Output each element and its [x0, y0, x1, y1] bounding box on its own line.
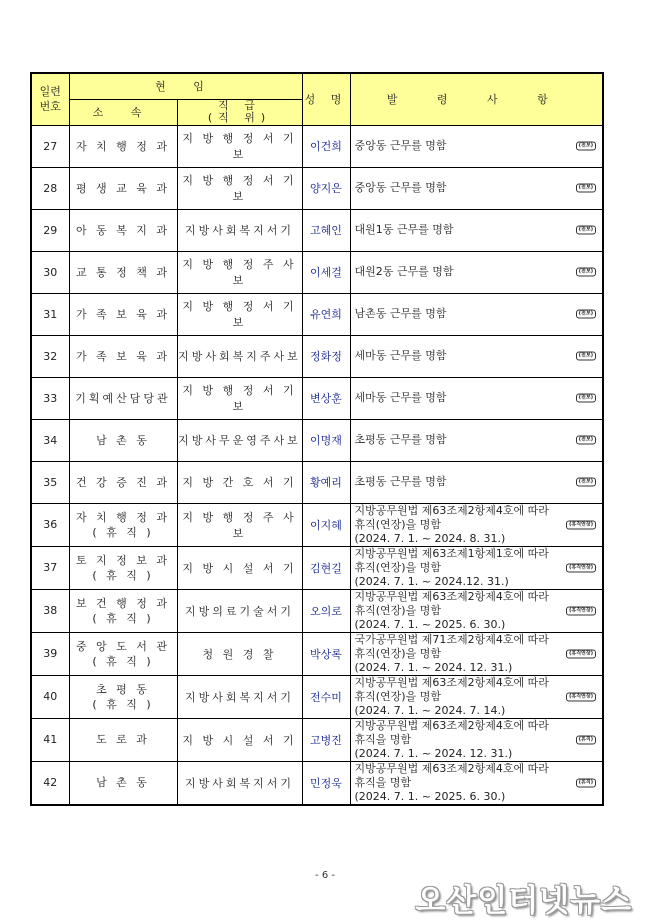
row-action-text: 초평동 근무를 명함: [354, 433, 447, 446]
row-grade: 지방사회복지서기: [177, 209, 302, 251]
row-type-badge: (전보): [576, 310, 596, 319]
row-number: 36: [31, 503, 69, 546]
row-grade: 지 방 시 설 서 기: [177, 718, 302, 761]
row-action: [350, 293, 603, 335]
table-row: [31, 167, 603, 209]
row-department: 남 촌 동: [69, 419, 177, 461]
row-grade: 지 방 행 정 서 기 보: [177, 377, 302, 419]
row-name: 김현길: [302, 546, 350, 589]
row-name: 정화정: [302, 335, 350, 377]
row-number: 28: [31, 167, 69, 209]
row-name: 황예리: [302, 461, 350, 503]
row-number: 37: [31, 546, 69, 589]
row-action-text: 지방공무원법 제63조제2항제4호에 따라 휴직(연장)을 명함 (2024. 7. 1. ~ 2024. 8. 31.): [354, 503, 549, 545]
row-type-badge: (전보): [576, 352, 596, 361]
header-dept: 소 속: [69, 99, 177, 125]
row-number: 31: [31, 293, 69, 335]
row-action: [350, 761, 603, 805]
table-row: [31, 589, 603, 632]
row-department: 가 족 보 육 과: [69, 335, 177, 377]
row-name: 오의로: [302, 589, 350, 632]
row-grade: 지 방 시 설 서 기: [177, 546, 302, 589]
row-number: 40: [31, 675, 69, 718]
row-type-badge: (전보): [576, 436, 596, 445]
row-action-text: 세마동 근무를 명함: [354, 349, 447, 362]
row-type-badge: (휴직): [576, 778, 596, 787]
row-department: 도 로 과: [69, 718, 177, 761]
row-action-text: 국가공무원법 제71조제2항제4호에 따라 휴직(연장)을 명함 (2024. 7. 1. ~ 2024. 12. 31.): [354, 632, 549, 674]
row-action-text: 중앙동 근무를 명함: [354, 139, 447, 152]
row-number: 34: [31, 419, 69, 461]
row-name: 이세걸: [302, 251, 350, 293]
row-type-badge: (전보): [576, 184, 596, 193]
row-department: 평 생 교 육 과: [69, 167, 177, 209]
row-action: [350, 546, 603, 589]
row-action: [350, 675, 603, 718]
header-row-1: [31, 73, 603, 99]
row-department: 아 동 복 지 과: [69, 209, 177, 251]
row-number: 42: [31, 761, 69, 805]
row-grade: 지방사회복지서기: [177, 761, 302, 805]
table-row: [31, 675, 603, 718]
row-department: 남 촌 동: [69, 761, 177, 805]
row-type-badge: (휴직연장): [566, 649, 596, 658]
row-action: [350, 167, 603, 209]
row-department: 기획예산담당관: [69, 377, 177, 419]
header-serial: 일련 번호: [31, 73, 69, 125]
table-row: [31, 546, 603, 589]
row-grade: 지 방 행 정 서 기 보: [177, 293, 302, 335]
row-grade: 청 원 경 찰: [177, 632, 302, 675]
row-name: 고병진: [302, 718, 350, 761]
row-action-text: 초평동 근무를 명함: [354, 475, 447, 488]
row-grade: 지방사회복지주사보: [177, 335, 302, 377]
row-grade: 지 방 행 정 서 기 보: [177, 125, 302, 167]
row-department: 자 치 행 정 과 ( 휴 직 ): [69, 503, 177, 546]
table-row: [31, 209, 603, 251]
row-grade: 지 방 행 정 주 사 보: [177, 251, 302, 293]
row-type-badge: (휴직연장): [566, 563, 596, 572]
row-action-text: 남촌동 근무를 명함: [354, 307, 447, 320]
row-grade: 지 방 행 정 서 기 보: [177, 167, 302, 209]
table-row: [31, 718, 603, 761]
row-number: 30: [31, 251, 69, 293]
row-number: 32: [31, 335, 69, 377]
row-department: 가 족 보 육 과: [69, 293, 177, 335]
row-action-text: 세마동 근무를 명함: [354, 391, 447, 404]
row-number: 29: [31, 209, 69, 251]
row-action-text: 지방공무원법 제63조제2항제4호에 따라 휴직(연장)을 명함 (2024. 7. 1. ~ 2025. 6. 30.): [354, 589, 549, 631]
header-current: 현 임: [69, 73, 302, 99]
row-department: 보 건 행 정 과 ( 휴 직 ): [69, 589, 177, 632]
row-type-badge: (휴직연장): [566, 692, 596, 701]
row-name: 이명재: [302, 419, 350, 461]
row-number: 35: [31, 461, 69, 503]
row-number: 38: [31, 589, 69, 632]
row-type-badge: (전보): [576, 142, 596, 151]
table-row: [31, 293, 603, 335]
row-type-badge: (휴직): [576, 735, 596, 744]
table-row: [31, 461, 603, 503]
row-type-badge: (전보): [576, 226, 596, 235]
table-row: [31, 503, 603, 546]
page-number: - 6 -: [315, 870, 335, 881]
row-number: 41: [31, 718, 69, 761]
row-department: 토 지 정 보 과 ( 휴 직 ): [69, 546, 177, 589]
row-type-badge: (휴직연장): [566, 606, 596, 615]
row-name: 전수미: [302, 675, 350, 718]
row-action-text: 대원2동 근무를 명함: [354, 265, 454, 278]
row-department: 건 강 증 진 과: [69, 461, 177, 503]
table-row: [31, 632, 603, 675]
row-action: [350, 125, 603, 167]
row-action: [350, 419, 603, 461]
row-name: 이지혜: [302, 503, 350, 546]
table-body: [31, 125, 603, 805]
row-name: 민정욱: [302, 761, 350, 805]
row-action: [350, 718, 603, 761]
row-action: [350, 461, 603, 503]
row-number: 27: [31, 125, 69, 167]
row-grade: 지방사회복지서기: [177, 675, 302, 718]
row-action: [350, 377, 603, 419]
row-name: 양지은: [302, 167, 350, 209]
table-row: [31, 761, 603, 805]
row-number: 39: [31, 632, 69, 675]
row-name: 유연희: [302, 293, 350, 335]
table-row: [31, 125, 603, 167]
table-row: [31, 419, 603, 461]
row-action: [350, 632, 603, 675]
row-action-text: 대원1동 근무를 명함: [354, 223, 454, 236]
row-action: [350, 251, 603, 293]
table-row: [31, 335, 603, 377]
row-grade: 지 방 간 호 서 기: [177, 461, 302, 503]
row-type-badge: (휴직연장): [566, 520, 596, 529]
row-action: [350, 503, 603, 546]
personnel-table: [30, 72, 604, 806]
row-action-text: 지방공무원법 제63조제2항제4호에 따라 휴직을 명함 (2024. 7. 1. ~ 2024. 12. 31.): [354, 718, 549, 760]
watermark-logo: 오산인터넷뉴스: [415, 883, 632, 919]
row-department: 자 치 행 정 과: [69, 125, 177, 167]
row-department: 중 앙 도 서 관 ( 휴 직 ): [69, 632, 177, 675]
row-action-text: 중앙동 근무를 명함: [354, 181, 447, 194]
row-type-badge: (전보): [576, 478, 596, 487]
row-action: [350, 209, 603, 251]
row-action: [350, 589, 603, 632]
header-grade: 직 급 (직 위): [177, 99, 302, 125]
row-department: 교 통 정 책 과: [69, 251, 177, 293]
table-row: [31, 377, 603, 419]
row-name: 이건희: [302, 125, 350, 167]
row-grade: 지방의료기술서기: [177, 589, 302, 632]
row-department: 초 평 동 ( 휴 직 ): [69, 675, 177, 718]
row-name: 고혜인: [302, 209, 350, 251]
row-action-text: 지방공무원법 제63조제1항제1호에 따라 휴직(연장)을 명함 (2024. 7. 1. ~ 2024.12. 31.): [354, 546, 549, 588]
row-action-text: 지방공무원법 제63조제2항제4호에 따라 휴직을 명함 (2024. 7. 1. ~ 2025. 6. 30.): [354, 761, 549, 803]
row-grade: 지방사무운영주사보: [177, 419, 302, 461]
row-type-badge: (전보): [576, 268, 596, 277]
header-name: 성 명: [302, 73, 350, 125]
row-name: 변상훈: [302, 377, 350, 419]
table-row: [31, 251, 603, 293]
row-grade: 지 방 행 정 주 사 보: [177, 503, 302, 546]
row-type-badge: (전보): [576, 394, 596, 403]
row-action-text: 지방공무원법 제63조제2항제4호에 따라 휴직(연장)을 명함 (2024. 7. 1. ~ 2024. 7. 14.): [354, 675, 549, 717]
header-action: 발 령 사 항: [350, 73, 603, 125]
row-number: 33: [31, 377, 69, 419]
row-name: 박상록: [302, 632, 350, 675]
row-action: [350, 335, 603, 377]
